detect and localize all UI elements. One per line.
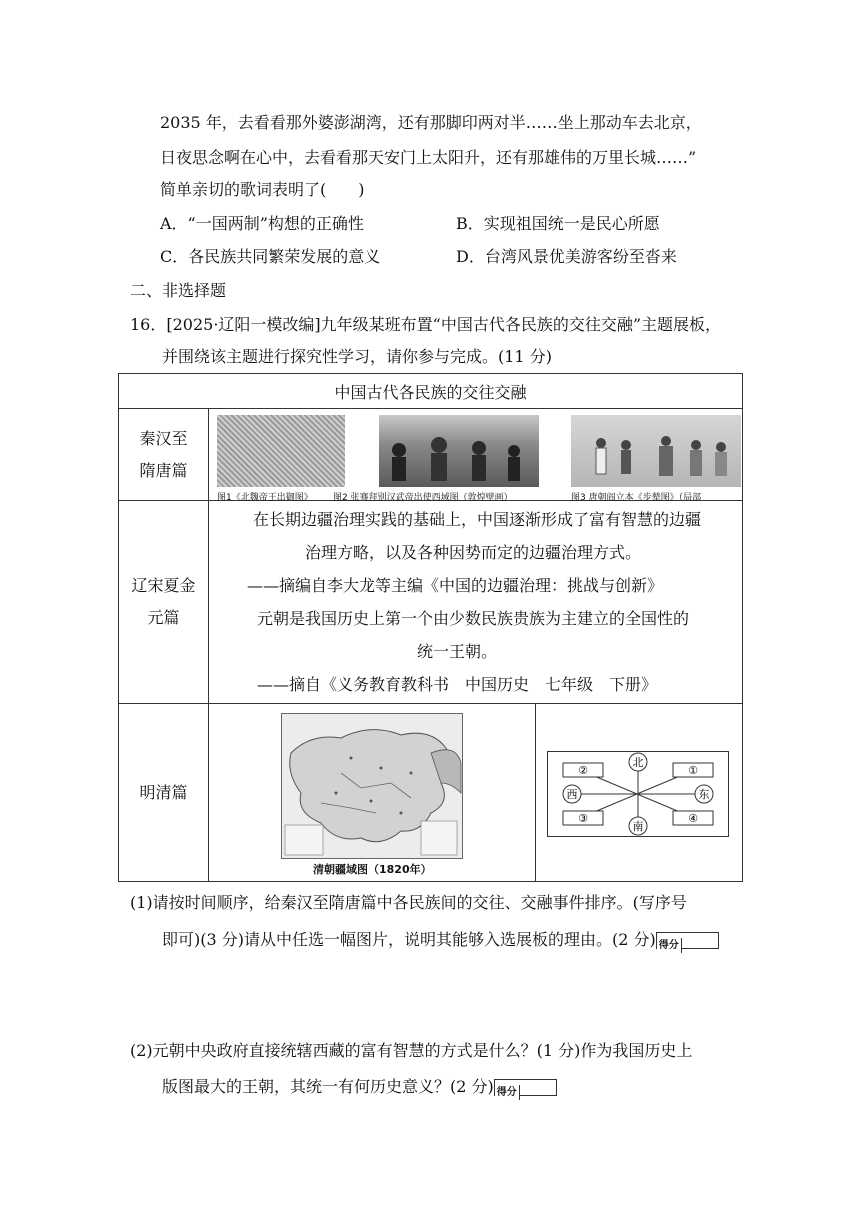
sub2-text: 版图最大的王朝，其统一有何历史意义？(2 分) [162, 1077, 494, 1096]
sub1-line-1: (1)请按时间顺序，给秦汉至隋唐篇中各民族间的交往、交融事件排序。(写序号 [130, 893, 687, 912]
sub1-text: 即可)(3 分)请从中任选一幅图片，说明其能够入选展板的理由。(2 分) [162, 930, 656, 949]
q15-line-3: 简单亲切的歌词表明了( ) [160, 180, 365, 199]
diagram-cell [536, 704, 743, 882]
q15-option-c: C．各民族共同繁荣发展的意义 [160, 247, 381, 266]
excerpt-source: ——摘编自李大龙等主编《中国的边疆治理：挑战与创新》 [247, 576, 664, 595]
q15-option-a: A．“一国两制”构想的正确性 [160, 214, 364, 233]
box-label-4: ④ [688, 812, 698, 825]
caption-fig-1: 图1《北魏帝王出御图》 [217, 492, 313, 503]
sub1-line-2 [162, 930, 719, 950]
score-input[interactable] [520, 1080, 556, 1095]
sub2-line-2 [162, 1077, 557, 1097]
row-label-line: 辽宋夏金 [131, 576, 196, 595]
row-label-ming-qing: 明清篇 [119, 704, 209, 882]
q16-line-1: 16．[2025·辽阳一模改编]九年级某班布置“中国古代各民族的交往交融”主题展板， [130, 315, 722, 334]
box-label-2: ② [578, 764, 588, 777]
excerpt-text: 治理方略，以及各种因势而定的边疆治理方式。 [305, 543, 642, 562]
excerpt-source: ——摘自《义务教育教科书 中国历史 七年级 下册》 [257, 675, 658, 694]
caption-fig-2: 图2 张骞拜别汉武帝出使西域图（敦煌壁画） [333, 492, 513, 503]
excerpt-text: 在长期边疆治理实践的基础上，中国逐渐形成了富有智慧的边疆 [253, 510, 702, 529]
excerpt-cell [209, 501, 743, 704]
north-label: 北 [632, 756, 644, 769]
west-label: 西 [566, 788, 578, 801]
east-label: 东 [698, 788, 710, 801]
caption-fig-3: 图3 唐朝阎立本《步辇图》（局部 [571, 492, 702, 503]
sub2-line-1: (2)元朝中央政府直接统辖西藏的富有智慧的方式是什么？(1 分)作为我国历史上 [130, 1041, 693, 1060]
box-label-3: ③ [578, 812, 588, 825]
score-box-1[interactable] [656, 932, 719, 949]
score-label: 得分 [495, 1085, 520, 1100]
figures-silhouette-icon [379, 415, 539, 487]
q15-line-2: 日夜思念啊在心中，去看看那天安门上太阳升，还有那雄伟的万里长城……” [160, 148, 697, 167]
q16-line-2: 并围绕该主题进行探究性学习，请你参与完成。(11 分) [162, 347, 552, 366]
row-label-line: 秦汉至 [139, 428, 188, 448]
map-caption: 清朝疆域图（1820年） [313, 862, 432, 876]
south-label: 南 [632, 820, 644, 833]
q15-option-d: D．台湾风景优美游客纷至沓来 [456, 247, 677, 266]
score-box-2[interactable] [494, 1079, 557, 1096]
painting-image-1 [217, 415, 345, 487]
compass-diagram [547, 751, 729, 837]
box-label-1: ① [688, 764, 698, 777]
qing-territory-map [281, 713, 463, 859]
row-label-qin-sui [119, 409, 209, 501]
row-label-line: 元篇 [147, 608, 180, 627]
mural-image-2 [379, 415, 539, 487]
map-cell [209, 704, 536, 882]
theme-board-table [118, 373, 743, 882]
excerpt-text: 统一王朝。 [417, 642, 498, 661]
painting-image-3 [571, 415, 741, 487]
q15-option-b: B．实现祖国统一是民心所愿 [456, 214, 660, 233]
table-title: 中国古代各民族的交往交融 [119, 374, 743, 409]
row-label-line: 隋唐篇 [139, 460, 188, 480]
procession-figures-icon [571, 415, 741, 487]
q15-line-1: 2035 年，去看看那外婆澎湖湾，还有那脚印两对半……坐上那动车去北京， [160, 113, 702, 132]
image-strip [209, 409, 743, 501]
section-heading: 二、非选择题 [130, 281, 227, 300]
row-label-liao-yuan [119, 501, 209, 704]
score-label: 得分 [657, 938, 682, 953]
score-input[interactable] [682, 933, 718, 948]
excerpt-text: 元朝是我国历史上第一个由少数民族贵族为主建立的全国性的 [257, 609, 690, 628]
